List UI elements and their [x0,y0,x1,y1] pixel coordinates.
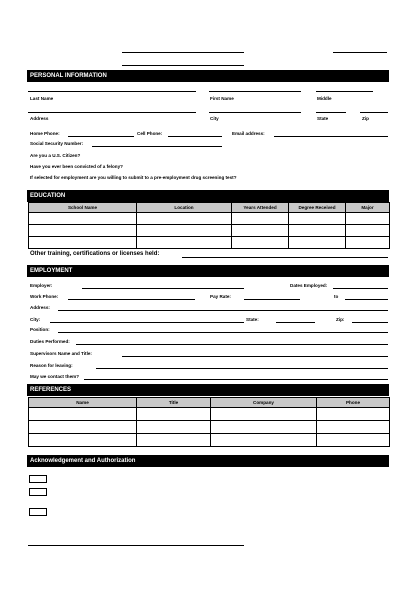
education-header-row [29,203,390,213]
pay-rate-field[interactable] [244,299,300,300]
dates-employed-label: Dates Employed: [290,283,328,288]
supervisor-field[interactable] [122,356,388,357]
references-header-row [29,398,390,408]
section-acknowledgement: Acknowledgement and Authorization [27,455,389,467]
cell-phone-label: Cell Phone: [137,131,163,136]
contact-field[interactable] [84,379,388,380]
zip-field[interactable] [360,112,388,113]
zip-label: Zip [362,116,369,121]
section-employment: EMPLOYMENT [27,265,389,277]
work-phone-field[interactable] [68,299,195,300]
col-degree-received: Degree Received [289,203,346,213]
position-label: Position: [30,327,50,332]
acknowledgement-checkbox-3[interactable] [29,508,47,516]
home-phone-label: Home Phone: [30,131,60,136]
table-row [29,421,390,434]
table-row [29,225,390,237]
employment-city-label: City: [30,317,41,322]
first-name-label: First Name [210,96,234,101]
acknowledgement-checkbox-1[interactable] [29,475,47,483]
col-name: Name [29,398,137,408]
table-row [29,213,390,225]
table-row [29,237,390,249]
employment-state-field[interactable] [276,322,315,323]
to-field[interactable] [345,299,388,300]
other-training-label: Other training, certifications or licenses held: [30,251,160,257]
drug-test-question: If selected for employment are you willing to submit to a pre-employment drug screening test? [30,175,237,180]
employer-label: Employer: [30,283,53,288]
email-field[interactable] [274,136,388,137]
reason-leaving-label: Reason for leaving: [30,363,73,368]
col-major: Major [346,203,390,213]
citizen-question: Are you a U.S. Citizen? [30,153,81,158]
ssn-label: Social Security Number: [30,141,84,146]
dates-employed-field[interactable] [333,288,388,289]
home-phone-field[interactable] [68,136,134,137]
city-field[interactable] [209,112,301,113]
col-school-name: School Name [29,203,137,213]
acknowledgement-checkbox-2[interactable] [29,488,47,496]
supervisor-label: Supervisors Name and Title: [30,351,92,356]
cell-phone-field[interactable] [168,136,222,137]
employment-zip-label: Zip: [336,317,345,322]
header-line-1[interactable] [122,52,244,53]
header-line-3[interactable] [122,65,244,66]
contact-label: May we contact them? [30,374,80,379]
to-label: to [334,294,339,299]
section-personal-information: PERSONAL INFORMATION [27,70,389,82]
signature-line[interactable] [28,545,244,546]
col-company: Company [211,398,317,408]
middle-label: Middle [317,96,332,101]
table-row [29,408,390,421]
city-label: City [210,116,219,121]
col-title: Title [137,398,211,408]
section-references: REFERENCES [27,384,389,396]
address-label: Address [30,116,49,121]
ssn-field[interactable] [92,146,222,147]
duties-label: Duties Performed: [30,339,70,344]
position-field[interactable] [58,332,388,333]
last-name-label: Last Name [30,96,54,101]
pay-rate-label: Pay Rate: [210,294,231,299]
first-name-field[interactable] [209,91,301,92]
felony-question: Have you ever been convicted of a felony? [30,164,123,169]
section-education: EDUCATION [27,190,389,202]
employment-state-label: State: [246,317,259,322]
employment-city-field[interactable] [50,322,244,323]
education-table [28,202,390,249]
other-training-field[interactable] [182,257,388,258]
col-location: Location [137,203,232,213]
employer-field[interactable] [82,288,244,289]
last-name-field[interactable] [28,91,196,92]
address-field[interactable] [28,112,196,113]
middle-field[interactable] [316,91,373,92]
duties-field[interactable] [76,344,388,345]
reason-leaving-field[interactable] [96,368,388,369]
email-label: Email address: [232,131,265,136]
references-table [28,397,390,447]
state-label: State [317,116,329,121]
employment-address-label: Address: [30,305,50,310]
employment-address-field[interactable] [58,310,388,311]
employment-zip-field[interactable] [352,322,388,323]
col-phone: Phone [317,398,390,408]
table-row [29,434,390,447]
state-field[interactable] [316,112,346,113]
header-line-2[interactable] [333,52,387,53]
col-years-attended: Years Attended [232,203,289,213]
work-phone-label: Work Phone: [30,294,59,299]
